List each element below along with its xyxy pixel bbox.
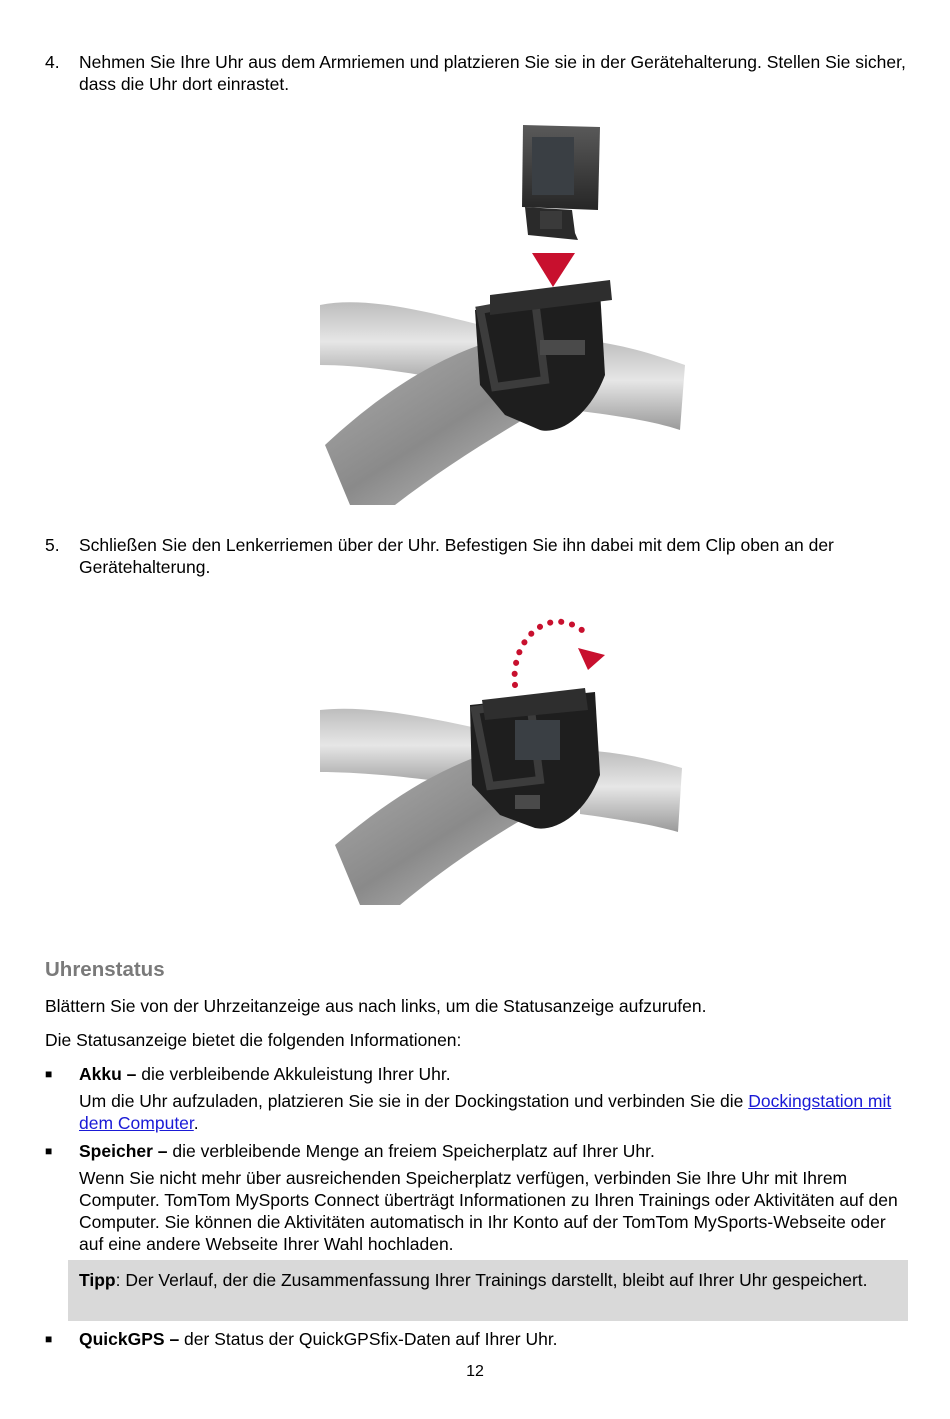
bullet-marker: ■ [45,1067,53,1081]
mount-slot [515,795,540,809]
speicher-detail: Wenn Sie nicht mehr über ausreichenden Speicherplatz verfügen, verbinden Sie Ihre Uhr mit Ihrem Computer. TomTom MySports Connect überträgt Informationen zu Ihren Trainings oder Aktivitäten auf den Computer. Sie können die Aktivitäten automatisch in Ihr Konto auf der TomTom MySports-Webseite oder auf eine andere Webseite Ihrer Wahl hochladen. [79,1168,898,1254]
tip-box [68,1260,908,1321]
bullet-description: die verbleibende Menge an freiem Speicherplatz auf Ihrer Uhr. [167,1141,655,1161]
step-text: Nehmen Sie Ihre Uhr aus dem Armriemen und platzieren Sie sie in der Gerätehalterung. Stellen Sie sicher, dass die Uhr dort einrastet. [79,52,906,94]
section-heading: Uhrenstatus [45,958,165,981]
mount-slot [540,340,585,355]
intro-paragraph: Blättern Sie von der Uhrzeitanzeige aus nach links, um die Statusanzeige aufzurufen. [45,996,707,1016]
arrow-down-icon [532,253,575,287]
watch-insert-illustration [310,115,690,505]
bullet-term: Akku – [79,1064,137,1084]
bullet-marker: ■ [45,1144,53,1158]
bullet-description: die verbleibende Akkuleistung Ihrer Uhr. [136,1064,451,1084]
tip-text: : Der Verlauf, der die Zusammenfassung Ihrer Trainings darstellt, bleibt auf Ihrer Uhr gespeichert. [115,1270,868,1290]
watch-screen [515,720,560,760]
intro-paragraph: Die Statusanzeige bietet die folgenden Informationen: [45,1030,462,1050]
bullet-term: QuickGPS – [79,1329,180,1349]
tip-label: Tipp [79,1270,116,1290]
akku-detail [79,1090,909,1134]
step-number: 4. [45,52,60,72]
watch-icon [522,125,600,240]
akku-detail-text: Um die Uhr aufzuladen, platzieren Sie sie in der Dockingstation und verbinden Sie die [79,1091,749,1111]
page-number: 12 [466,1363,484,1380]
curved-arrow-icon [515,622,588,685]
step-number: 5. [45,535,60,555]
bullet-description: der Status der QuickGPSfix-Daten auf Ihrer Uhr. [179,1329,558,1349]
bullet-term: Speicher – [79,1141,168,1161]
arrowhead-icon [578,648,605,670]
bullet-marker: ■ [45,1332,53,1346]
akku-detail-end: . [193,1113,199,1133]
step-text: Schließen Sie den Lenkerriemen über der Uhr. Befestigen Sie ihn dabei mit dem Clip oben an der Gerätehalterung. [79,535,834,577]
dockingstation-link[interactable]: Dockingstation mit dem Computer [79,1091,892,1133]
strap-close-illustration [310,600,690,905]
